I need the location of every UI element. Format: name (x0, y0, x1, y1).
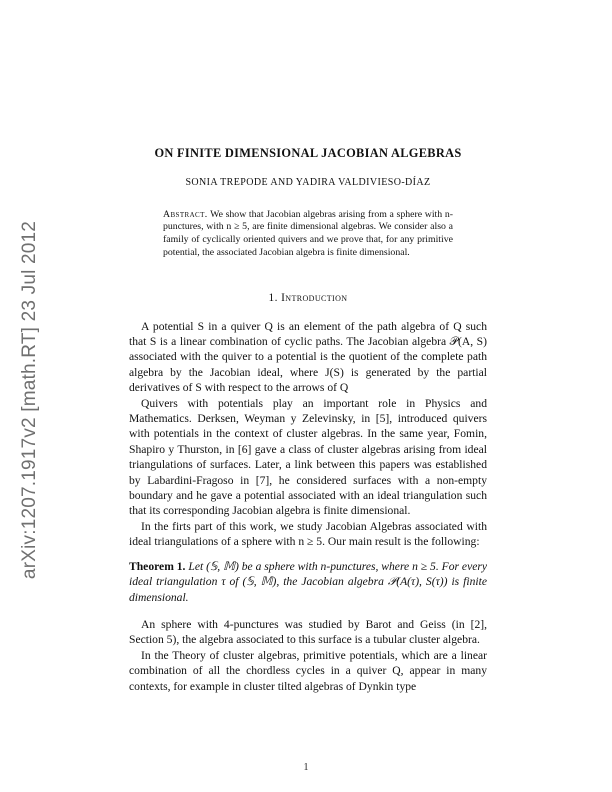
paragraph-primitive-potentials: In the Theory of cluster algebras, primitive potentials, which are a linear combination of all the chordless cycles in a quiver Q, appear in many contexts, for example in cluster tilted algebras of Dynkin type (129, 648, 487, 693)
theorem-statement: Let (𝕊, 𝕄) be a sphere with n-punctures, where n ≥ 5. For every ideal triangulation τ of (𝕊, 𝕄), the Jacobian algebra 𝒫(A(τ), S(τ)) is finite dimensional. (129, 559, 488, 604)
abstract (163, 209, 453, 259)
arxiv-identifier: arXiv:1207.1917v2 [math.RT] 23 Jul 2012 (19, 220, 40, 580)
abstract-text: We show that Jacobian algebras arising from a sphere with n-punctures, with n ≥ 5, are finite dimensional algebras. We consider also a family of cyclically oriented quivers and we prove that, for any primitive potential, the associated Jacobian algebra is finite dimensional. (163, 208, 453, 258)
theorem-1 (129, 559, 487, 605)
section-heading (129, 291, 487, 306)
paragraph-potential-definition: A potential S in a quiver Q is an element of the path algebra of Q such that S is a linear combination of cyclic paths. The Jacobian algebra 𝒫(A, S) associated with the quiver to a potential is the quotient of the complete path algebra by the Jacobian ideal, where J(S) is generated by the partial derivatives of S with respect to the arrows of Q (129, 319, 487, 395)
theorem-label: Theorem 1. (129, 559, 186, 573)
page-content (129, 146, 487, 694)
paragraph-sphere-four-punctures: An sphere with 4-punctures was studied by Barot and Geiss (in [2], Section 5), the algebra associated to this surface is a tubular cluster algebra. (129, 617, 487, 647)
arxiv-stamp (10, 210, 50, 590)
paragraph-main-result-intro: In the firts part of this work, we study Jacobian Algebras associated with ideal triangulations of a sphere with n ≥ 5. Our main result is the following: (129, 519, 487, 549)
paragraph-quivers-background: Quivers with potentials play an important role in Physics and Mathematics. Derksen, Weyman y Zelevinsky, in [5], introduced quivers with potentials in the context of cluster algebras. In the same year, Fomin, Shapiro y Thurston, in [6] gave a class of cluster algebras arising from ideal triangulations of surfaces. Later, a link between this papers was established by Labardini-Fragoso in [7], he considered surfaces with a non-empty boundary and he gave a potential associated with an ideal triangulation such that its corresponding Jacobian algebra is finite dimensional. (129, 396, 487, 518)
abstract-label: Abstract. (163, 208, 208, 220)
paper-authors: SONIA TREPODE AND YADIRA VALDIVIESO-DÍAZ (185, 177, 431, 189)
section-title: Introduction (281, 292, 348, 305)
section-number: 1. (268, 292, 278, 305)
paper-title: ON FINITE DIMENSIONAL JACOBIAN ALGEBRAS (154, 146, 462, 160)
page-number: 1 (303, 762, 309, 773)
